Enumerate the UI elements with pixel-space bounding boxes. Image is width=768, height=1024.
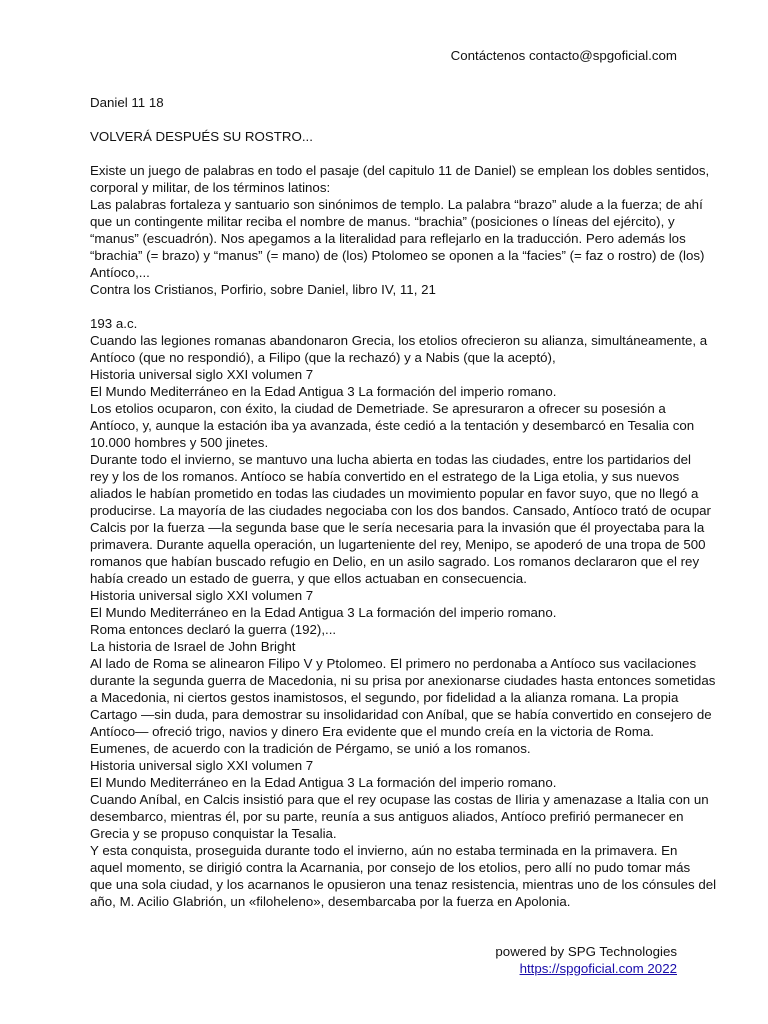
text-line: 193 a.c.	[90, 316, 138, 331]
text-line: a Macedonia, ni ciertos gestos inamistosos, el segundo, por fidelidad a la alianza romana. La propia	[90, 690, 679, 705]
text-line: rey y los de los romanos. Antíoco se había convertido en el estratego de la Liga etolia, y sus nuevos	[90, 469, 680, 484]
text-line: Cartago —sin duda, para demostrar su insolidaridad con Aníbal, que se había convertido en consejero de	[90, 707, 712, 722]
text-line: Y esta conquista, proseguida durante todo el invierno, aún no estaba terminada en la primavera. En	[90, 843, 678, 858]
text-line: Antíoco— ofreció trigo, navios y dinero Era evidente que el mundo creía en la victoria de Roma.	[90, 724, 654, 739]
text-line: Grecia y se propuso conquistar la Tesalia.	[90, 826, 337, 841]
text-line: Historia universal siglo XXI volumen 7	[90, 367, 314, 382]
text-line: “manus” (escuadrón). Nos apegamos a la literalidad para reflejarlo en la traducción. Pero además los	[90, 231, 686, 246]
text-line: Las palabras fortaleza y santuario son sinónimos de templo. La palabra “brazo” alude a la fuerza; de ahí	[90, 197, 703, 212]
text-line: que una sola ciudad, y los acarnanos le opusieron una tenaz resistencia, mientras uno de los cónsules del	[90, 877, 717, 892]
text-line: El Mundo Mediterráneo en la Edad Antigua 3 La formación del imperio romano.	[90, 384, 557, 399]
text-line: Antíoco, y, aunque la estación iba ya avanzada, éste cedió a la tentación y desembarcó en Tesalia con	[90, 418, 695, 433]
text-line: que un contingente militar reciba el nombre de manus. “brachia” (posiciones o líneas del ejército), y	[90, 214, 675, 229]
text-line: Al lado de Roma se alinearon Filipo V y Ptolomeo. El primero no perdonaba a Antíoco sus vacilaciones	[90, 656, 697, 671]
text-line: año, M. Acilio Glabrión, un «filoheleno», desembarcaba por la fuerza en Apolonia.	[90, 894, 571, 909]
text-line: “brachia” (= brazo) y “manus” (= mano) de (los) Ptolomeo se oponen a la “facies” (= faz o rostro) de (los)	[90, 248, 705, 263]
text-line: El Mundo Mediterráneo en la Edad Antigua 3 La formación del imperio romano.	[90, 775, 557, 790]
text-line: 10.000 hombres y 500 jinetes.	[90, 435, 269, 450]
text-line: Historia universal siglo XXI volumen 7	[90, 758, 314, 773]
text-line: La historia de Israel de John Bright	[90, 639, 296, 654]
text-line: corporal y militar, de los términos latinos:	[90, 180, 331, 195]
text-line: Roma entonces declaró la guerra (192),...	[90, 622, 337, 637]
website-link[interactable]: https://spgoficial.com 2022	[519, 961, 677, 976]
text-line: Los etolios ocuparon, con éxito, la ciudad de Demetriade. Se apresuraron a ofrecer su posesión a	[90, 401, 666, 416]
paragraph-gap	[90, 111, 690, 128]
text-line: Antíoco,...	[90, 265, 150, 280]
document-body	[90, 94, 717, 910]
text-line: Eumenes, de acuerdo con la tradición de Pérgamo, se unió a los romanos.	[90, 741, 531, 756]
text-line: primavera. Durante aquella operación, un lugarteniente del rey, Menipo, se apoderó de una tropa de 500	[90, 537, 706, 552]
text-line: romanos que habían buscado refugio en Delio, en un asilo sagrado. Los romanos declararon que el rey	[90, 554, 700, 569]
text-line: Daniel 11 18	[90, 95, 164, 110]
footer	[495, 943, 677, 977]
text-line: Cuando las legiones romanas abandonaron Grecia, los etolios ofrecieron su alianza, simultáneamente, a	[90, 333, 708, 348]
text-line: Existe un juego de palabras en todo el pasaje (del capitulo 11 de Daniel) se emplean los dobles sentidos,	[90, 163, 710, 178]
text-line: Antíoco (que no respondió), a Filipo (que la rechazó) y a Nabis (que la aceptó),	[90, 350, 556, 365]
powered-by-text: powered by SPG Technologies	[495, 944, 677, 959]
text-line: Calcis por Ia fuerza —la segunda base que le sería necesaria para la invasión que él proyectaba para la	[90, 520, 705, 535]
text-line: El Mundo Mediterráneo en la Edad Antigua 3 La formación del imperio romano.	[90, 605, 557, 620]
text-line: desembarco, mientras él, por su parte, reunía a sus antiguos aliados, Antíoco prefirió permanecer en	[90, 809, 684, 824]
text-line: VOLVERÁ DESPUÉS SU ROSTRO...	[90, 129, 313, 144]
text-line: producirse. La mayoría de las ciudades negociaba con los dos bandos. Cansado, Antíoco trató de ocupar	[90, 503, 711, 518]
text-line: Durante todo el invierno, se mantuvo una lucha abierta en todas las ciudades, entre los partidarios del	[90, 452, 691, 467]
text-line: aquel momento, se dirigió contra la Acarnania, por consejo de los etolios, pero allí no pudo tomar más	[90, 860, 691, 875]
text-line: durante la segunda guerra de Macedonia, ni su prisa por anexionarse ciudades hasta entonces sometidas	[90, 673, 716, 688]
text-line: Historia universal siglo XXI volumen 7	[90, 588, 314, 603]
text-line: Contra los Cristianos, Porfirio, sobre Daniel, libro IV, 11, 21	[90, 282, 436, 297]
paragraph-gap	[90, 145, 690, 162]
contact-header: Contáctenos contacto@spgoficial.com	[450, 48, 677, 63]
paragraph-gap	[90, 298, 690, 315]
text-line: aliados le habían prometido en todas las ciudades un movimiento popular en favor suyo, que no llegó a	[90, 486, 699, 501]
text-line: había creado un estado de guerra, y que ellos actuaban en consecuencia.	[90, 571, 527, 586]
text-line: Cuando Aníbal, en Calcis insistió para que el rey ocupase las costas de Iliria y amenazase a Italia con un	[90, 792, 709, 807]
